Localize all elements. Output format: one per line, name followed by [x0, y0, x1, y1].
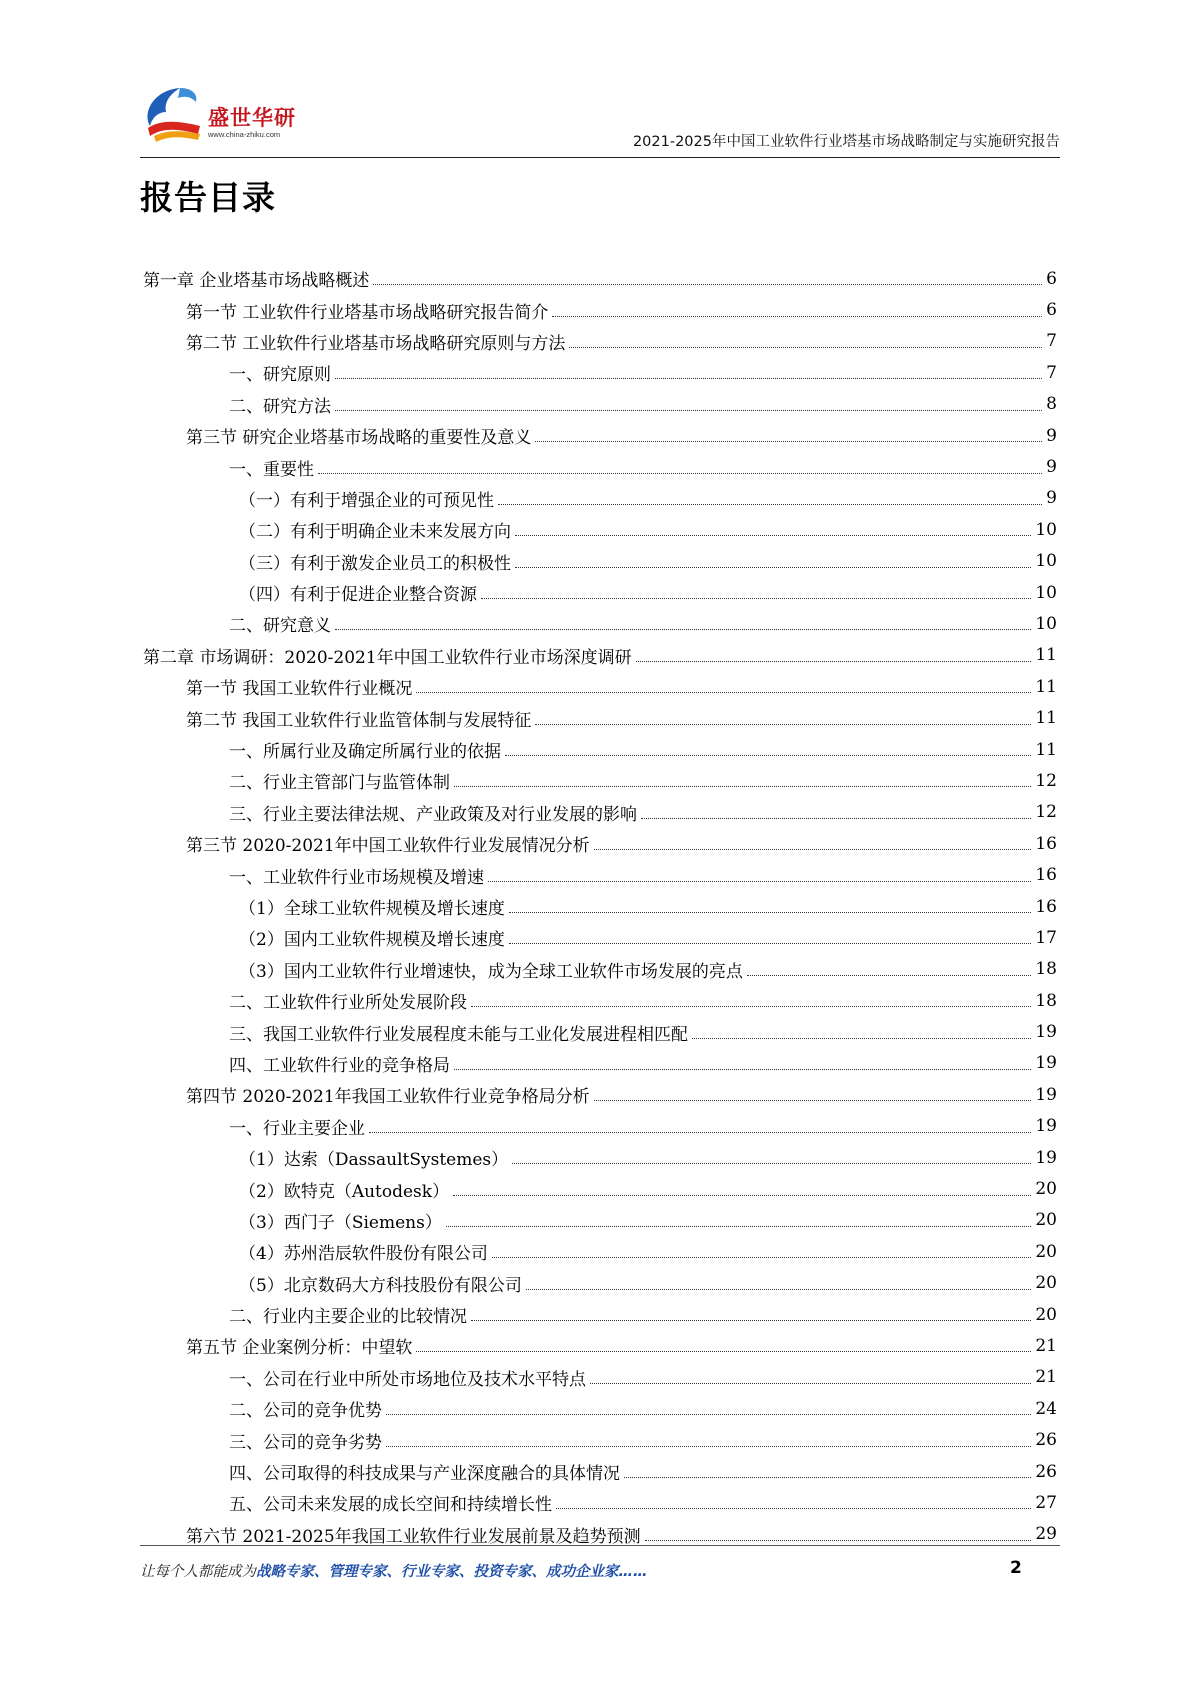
toc-entry[interactable]: [143, 1299, 1057, 1330]
toc-entry[interactable]: [143, 1111, 1057, 1142]
toc-dot-leader: [373, 284, 1042, 285]
toc-entry[interactable]: [143, 765, 1057, 796]
toc-entry-title: 二、研究方法: [229, 396, 331, 417]
toc-entry-title: 第一节 我国工业软件行业概况: [186, 679, 413, 700]
toc-entry-page: 7: [1046, 362, 1057, 383]
toc-dot-leader: [335, 629, 1031, 630]
toc-entry-page: 16: [1035, 865, 1057, 886]
toc-entry-page: 19: [1035, 1053, 1057, 1074]
toc-dot-leader: [747, 975, 1032, 976]
toc-entry-title: 一、所属行业及确定所属行业的依据: [229, 742, 501, 763]
toc-entry-title: 四、工业软件行业的竞争格局: [229, 1055, 450, 1076]
toc-entry-page: 12: [1035, 802, 1057, 823]
toc-entry[interactable]: [143, 859, 1057, 890]
toc-entry-title: （三）有利于激发企业员工的积极性: [239, 553, 511, 574]
toc-entry-title: 一、研究原则: [229, 365, 331, 386]
toc-dot-leader: [453, 1195, 1031, 1196]
toc-dot-leader: [535, 441, 1042, 442]
toc-dot-leader: [636, 661, 1032, 662]
toc-entry-title: （四）有利于促进企业整合资源: [239, 585, 477, 606]
brand-logo: [140, 82, 310, 152]
toc-entry[interactable]: [143, 420, 1057, 451]
toc-entry-title: （1）全球工业软件规模及增长速度: [239, 899, 505, 919]
toc-entry-page: 10: [1035, 582, 1057, 603]
toc-entry[interactable]: [143, 389, 1057, 420]
header-divider: [140, 157, 1060, 158]
toc-entry-page: 19: [1035, 1084, 1057, 1105]
logo-emblem-icon: [140, 82, 210, 144]
toc-entry-page: 9: [1046, 457, 1057, 478]
toc-entry-page: 10: [1035, 519, 1057, 540]
toc-dot-leader: [624, 1477, 1031, 1478]
toc-dot-leader: [552, 316, 1042, 317]
toc-entry-title: 一、重要性: [229, 459, 314, 480]
toc-dot-leader: [416, 1351, 1031, 1352]
toc-entry[interactable]: [143, 797, 1057, 828]
toc-entry-page: 20: [1035, 1304, 1057, 1325]
toc-entry-page: 19: [1035, 1116, 1057, 1137]
toc-entry[interactable]: [143, 671, 1057, 702]
toc-entry-title: （一）有利于增强企业的可预见性: [239, 490, 494, 511]
toc-dot-leader: [481, 598, 1031, 599]
table-of-contents: [143, 263, 1057, 1550]
toc-dot-leader: [498, 504, 1042, 505]
footer-slogan-lead: 让每个人都能成为: [140, 1564, 256, 1580]
toc-entry-page: 20: [1035, 1241, 1057, 1262]
logo-name: 盛世华研: [208, 106, 296, 130]
toc-dot-leader: [471, 1320, 1031, 1321]
toc-dot-leader: [471, 1006, 1031, 1007]
toc-entry[interactable]: [143, 1205, 1057, 1236]
toc-entry[interactable]: [143, 1236, 1057, 1267]
toc-entry-page: 17: [1035, 927, 1057, 948]
toc-entry-title: 二、行业主管部门与监管体制: [229, 773, 450, 794]
toc-entry[interactable]: [143, 1487, 1057, 1518]
toc-entry-title: （2）欧特克（Autodesk）: [239, 1181, 450, 1202]
toc-entry[interactable]: [143, 828, 1057, 859]
toc-entry[interactable]: [143, 985, 1057, 1016]
toc-dot-leader: [512, 1163, 1031, 1164]
footer-slogan: [140, 1560, 648, 1581]
toc-entry-title: （3）国内工业软件行业增速快，成为全球工业软件市场发展的亮点: [239, 961, 743, 982]
logo-url: www.china-zhiku.com: [208, 130, 281, 139]
toc-dot-leader: [492, 1257, 1032, 1258]
toc-dot-leader: [535, 724, 1031, 725]
toc-entry[interactable]: [143, 954, 1057, 985]
toc-entry-page: 20: [1035, 1179, 1057, 1200]
toc-entry-title: 第一章 企业塔基市场战略概述: [143, 271, 370, 292]
toc-dot-leader: [335, 410, 1042, 411]
toc-entry-title: （5）北京数码大方科技股份有限公司: [239, 1275, 522, 1296]
toc-entry-page: 11: [1035, 708, 1057, 729]
toc-entry-title: 三、我国工业软件行业发展程度未能与工业化发展进程相匹配: [229, 1024, 688, 1045]
toc-entry[interactable]: [143, 483, 1057, 514]
toc-entry[interactable]: [143, 1173, 1057, 1204]
toc-entry-title: 五、公司未来发展的成长空间和持续增长性: [229, 1495, 552, 1516]
toc-entry-title: 第六节 2021-2025年我国工业软件行业发展前景及趋势预测: [186, 1526, 641, 1547]
toc-entry-page: 29: [1035, 1524, 1057, 1545]
toc-dot-leader: [386, 1446, 1031, 1447]
toc-entry-title: 二、行业内主要企业的比较情况: [229, 1307, 467, 1328]
toc-entry[interactable]: [143, 922, 1057, 953]
toc-dot-leader: [509, 943, 1032, 944]
toc-entry[interactable]: [143, 451, 1057, 482]
toc-entry-page: 20: [1035, 1273, 1057, 1294]
toc-entry[interactable]: [143, 1424, 1057, 1455]
toc-dot-leader: [335, 378, 1042, 379]
toc-dot-leader: [318, 473, 1042, 474]
toc-entry[interactable]: [143, 1079, 1057, 1110]
toc-entry-title: 三、公司的竞争劣势: [229, 1432, 382, 1453]
footer-divider: [140, 1545, 1060, 1546]
toc-entry-title: 第四节 2020-2021年我国工业软件行业竞争格局分析: [186, 1087, 590, 1108]
toc-entry-page: 11: [1035, 645, 1057, 666]
toc-dot-leader: [594, 849, 1032, 850]
toc-entry-title: 第二章 市场调研：2020-2021年中国工业软件行业市场深度调研: [143, 647, 632, 668]
toc-dot-leader: [515, 567, 1031, 568]
toc-dot-leader: [594, 1100, 1032, 1101]
toc-entry-page: 19: [1035, 1147, 1057, 1168]
toc-entry-page: 11: [1035, 739, 1057, 760]
toc-dot-leader: [641, 818, 1031, 819]
toc-entry-page: 6: [1046, 300, 1057, 321]
footer-slogan-accent: 战略专家、管理专家、行业专家、投资专家、成功企业家……: [256, 1564, 648, 1580]
toc-entry[interactable]: [143, 1016, 1057, 1047]
toc-entry-page: 11: [1035, 676, 1057, 697]
page-title: 报告目录: [140, 178, 276, 217]
document-title: 2021-2025年中国工业软件行业塔基市场战略制定与实施研究报告: [632, 134, 1060, 150]
toc-entry[interactable]: [143, 294, 1057, 325]
toc-entry-page: 24: [1035, 1398, 1057, 1419]
toc-entry-page: 8: [1046, 394, 1057, 415]
toc-entry-title: 第二节 工业软件行业塔基市场战略研究原则与方法: [186, 333, 566, 354]
toc-entry-title: 第一节 工业软件行业塔基市场战略研究报告简介: [186, 302, 549, 323]
toc-entry-page: 26: [1035, 1430, 1057, 1451]
toc-dot-leader: [454, 1069, 1031, 1070]
toc-entry-page: 27: [1035, 1492, 1057, 1513]
toc-entry-page: 10: [1035, 551, 1057, 572]
page-header: [140, 82, 1060, 158]
toc-entry[interactable]: [143, 1142, 1057, 1173]
toc-dot-leader: [692, 1038, 1031, 1039]
toc-entry-title: 第二节 我国工业软件行业监管体制与发展特征: [186, 710, 532, 731]
toc-entry[interactable]: [143, 734, 1057, 765]
toc-entry[interactable]: [143, 326, 1057, 357]
toc-entry[interactable]: [143, 514, 1057, 545]
toc-entry[interactable]: [143, 1393, 1057, 1424]
toc-entry-page: 21: [1035, 1335, 1057, 1356]
toc-entry[interactable]: [143, 1048, 1057, 1079]
page-number: 2: [1010, 1558, 1022, 1578]
toc-entry-page: 7: [1046, 331, 1057, 352]
toc-entry-title: 三、行业主要法律法规、产业政策及对行业发展的影响: [229, 804, 637, 825]
toc-dot-leader: [454, 786, 1031, 787]
toc-entry[interactable]: [143, 1362, 1057, 1393]
toc-entry-title: 二、研究意义: [229, 616, 331, 637]
toc-entry-title: 一、公司在行业中所处市场地位及技术水平特点: [229, 1369, 586, 1390]
toc-entry[interactable]: [143, 608, 1057, 639]
toc-entry[interactable]: [143, 357, 1057, 388]
toc-entry-title: （4）苏州浩辰软件股份有限公司: [239, 1244, 488, 1265]
toc-dot-leader: [569, 347, 1042, 348]
toc-entry-page: 16: [1035, 896, 1057, 917]
toc-entry-page: 21: [1035, 1367, 1057, 1388]
toc-entry-page: 9: [1046, 488, 1057, 509]
toc-entry-page: 20: [1035, 1210, 1057, 1231]
toc-entry-title: （二）有利于明确企业未来发展方向: [239, 522, 511, 543]
toc-dot-leader: [515, 535, 1031, 536]
toc-entry[interactable]: [143, 263, 1057, 294]
toc-dot-leader: [416, 692, 1031, 693]
toc-entry-title: 一、行业主要企业: [229, 1118, 365, 1139]
toc-entry-page: 6: [1046, 268, 1057, 289]
toc-dot-leader: [556, 1508, 1031, 1509]
toc-dot-leader: [369, 1132, 1031, 1133]
toc-entry-title: 二、工业软件行业所处发展阶段: [229, 993, 467, 1014]
toc-entry-title: 一、工业软件行业市场规模及增速: [229, 867, 484, 888]
toc-entry-title: 第五节 企业案例分析：中望软: [186, 1338, 413, 1359]
toc-entry[interactable]: [143, 546, 1057, 577]
toc-dot-leader: [386, 1414, 1031, 1415]
toc-entry-title: 第三节 2020-2021年中国工业软件行业发展情况分析: [186, 836, 590, 857]
toc-dot-leader: [505, 755, 1031, 756]
toc-entry-title: 第三节 研究企业塔基市场战略的重要性及意义: [186, 428, 532, 449]
toc-entry[interactable]: [143, 891, 1057, 922]
toc-entry-page: 9: [1046, 425, 1057, 446]
toc-entry-page: 18: [1035, 990, 1057, 1011]
toc-dot-leader: [526, 1289, 1032, 1290]
toc-entry-page: 19: [1035, 1022, 1057, 1043]
toc-entry-page: 26: [1035, 1461, 1057, 1482]
toc-entry-page: 10: [1035, 613, 1057, 634]
toc-entry-title: （3）西门子（Siemens）: [239, 1212, 442, 1233]
toc-dot-leader: [590, 1383, 1031, 1384]
toc-entry[interactable]: [143, 640, 1057, 671]
toc-entry-title: 四、公司取得的科技成果与产业深度融合的具体情况: [229, 1464, 620, 1485]
toc-dot-leader: [645, 1540, 1032, 1541]
toc-entry-page: 12: [1035, 770, 1057, 791]
toc-entry[interactable]: [143, 577, 1057, 608]
toc-entry[interactable]: [143, 702, 1057, 733]
toc-entry-page: 18: [1035, 959, 1057, 980]
toc-entry-title: （2）国内工业软件规模及增长速度: [239, 930, 505, 951]
toc-dot-leader: [446, 1226, 1032, 1227]
toc-dot-leader: [488, 881, 1031, 882]
toc-entry-page: 16: [1035, 833, 1057, 854]
toc-entry[interactable]: [143, 1268, 1057, 1299]
toc-dot-leader: [509, 912, 1032, 913]
toc-entry-title: （1）达索（DassaultSystemes）: [239, 1150, 509, 1171]
toc-entry[interactable]: [143, 1456, 1057, 1487]
toc-entry-title: 二、公司的竞争优势: [229, 1401, 382, 1422]
toc-entry[interactable]: [143, 1330, 1057, 1361]
